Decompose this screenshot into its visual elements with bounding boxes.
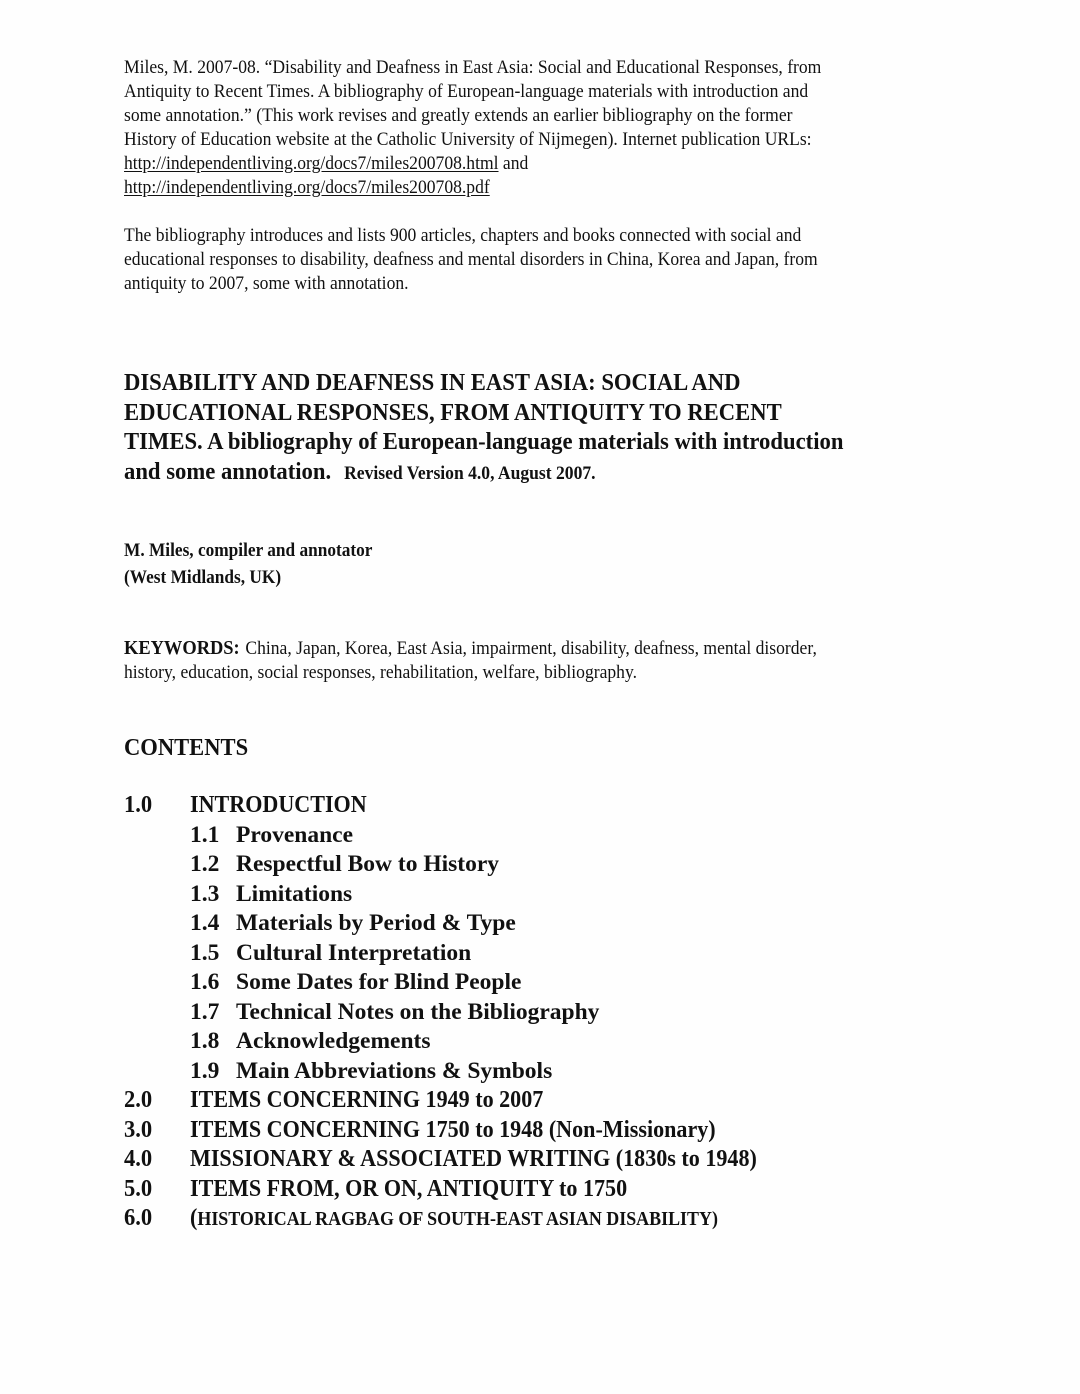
toc-subsection-number: 1.5 (190, 939, 220, 966)
summary-line: educational responses to disability, deafness and mental disorders in China, Korea and Japan, from (124, 249, 818, 270)
url-and-text: and (498, 153, 529, 174)
toc-subsection-number: 1.7 (190, 998, 220, 1025)
toc-subsection-number: 1.8 (190, 1028, 220, 1054)
keywords-line: China, Japan, Korea, East Asia, impairment, disability, deafness, mental disorder, (245, 638, 817, 659)
toc-section-open-paren: ( (190, 1205, 198, 1231)
toc-subsection-title: Provenance (236, 821, 354, 848)
toc-subsection-title: Main Abbreviations & Symbols (236, 1057, 553, 1084)
toc-subsection-title: Acknowledgements (236, 1028, 431, 1054)
summary-paragraph (124, 224, 818, 296)
toc-subsection-title: Respectful Bow to History (236, 851, 500, 877)
url-pdf-link[interactable]: http://independentliving.org/docs7/miles200708.pdf (124, 177, 490, 198)
author-location: (West Midlands, UK) (124, 566, 282, 588)
toc-section-title: ITEMS CONCERNING 1750 to 1948 (Non-Missionary) (190, 1116, 716, 1143)
toc-section-number: 6.0 (124, 1205, 153, 1231)
toc-section-title: MISSIONARY & ASSOCIATED WRITING (1830s to 1948) (190, 1146, 757, 1172)
toc-subsection-number: 1.6 (190, 969, 220, 995)
author-name: M. Miles, compiler and annotator (124, 540, 373, 561)
contents-heading: CONTENTS (124, 735, 249, 761)
title-line: and some annotation. (124, 457, 332, 485)
toc-section-title: ITEMS FROM, OR ON, ANTIQUITY to 1750 (190, 1175, 628, 1202)
keywords-line: history, education, social responses, rehabilitation, welfare, bibliography. (124, 662, 638, 683)
toc-section-title: HISTORICAL RAGBAG OF SOUTH-EAST ASIAN DISABILITY) (197, 1209, 718, 1230)
toc-subsection-number: 1.3 (190, 880, 220, 907)
revision-note: Revised Version 4.0, August 2007. (344, 462, 596, 484)
toc-subsection-number: 1.9 (190, 1057, 220, 1084)
toc-section-number: 3.0 (124, 1116, 153, 1143)
keywords-label: KEYWORDS: (124, 638, 240, 659)
toc-section-number: 4.0 (124, 1146, 153, 1172)
citation-line: some annotation.” (This work revises and greatly extends an earlier bibliography on the former (124, 105, 793, 126)
citation-line: History of Education website at the Catholic University of Nijmegen). Internet publication URLs: (124, 129, 812, 150)
toc-section-title: INTRODUCTION (190, 792, 367, 818)
url-html-link[interactable]: http://independentliving.org/docs7/miles200708.html (124, 153, 499, 174)
toc-subsection-number: 1.4 (190, 910, 220, 936)
toc-subsection-title: Some Dates for Blind People (236, 969, 522, 995)
citation-paragraph (124, 56, 899, 200)
document-title (124, 368, 843, 486)
title-line: DISABILITY AND DEAFNESS IN EAST ASIA: SOCIAL AND (124, 369, 741, 396)
toc-subsection-number: 1.1 (190, 821, 220, 848)
title-line: TIMES. A bibliography of European-language materials with introduction (124, 428, 844, 455)
toc-subsection-title: Cultural Interpretation (236, 939, 472, 966)
toc-section-number: 1.0 (124, 792, 153, 818)
toc-section-title: ITEMS CONCERNING 1949 to 2007 (190, 1087, 544, 1113)
summary-line: antiquity to 2007, some with annotation. (124, 273, 409, 294)
toc-subsection-title: Limitations (236, 880, 353, 907)
author-block (124, 538, 372, 591)
title-line: EDUCATIONAL RESPONSES, FROM ANTIQUITY TO RECENT (124, 398, 782, 426)
keywords-block (124, 637, 817, 685)
citation-line: Antiquity to Recent Times. A bibliography of European-language materials with introduction and (124, 81, 809, 102)
toc-subsection-number: 1.2 (190, 851, 220, 877)
toc-subsection-title: Materials by Period & Type (236, 910, 516, 936)
toc-subsection-title: Technical Notes on the Bibliography (236, 998, 600, 1025)
citation-line: Miles, M. 2007-08. “Disability and Deafness in East Asia: Social and Educational Responses, from (124, 57, 822, 78)
toc-section-number: 2.0 (124, 1087, 153, 1113)
summary-line: The bibliography introduces and lists 900 articles, chapters and books connected with social and (124, 225, 802, 246)
toc-section-number: 5.0 (124, 1175, 153, 1202)
